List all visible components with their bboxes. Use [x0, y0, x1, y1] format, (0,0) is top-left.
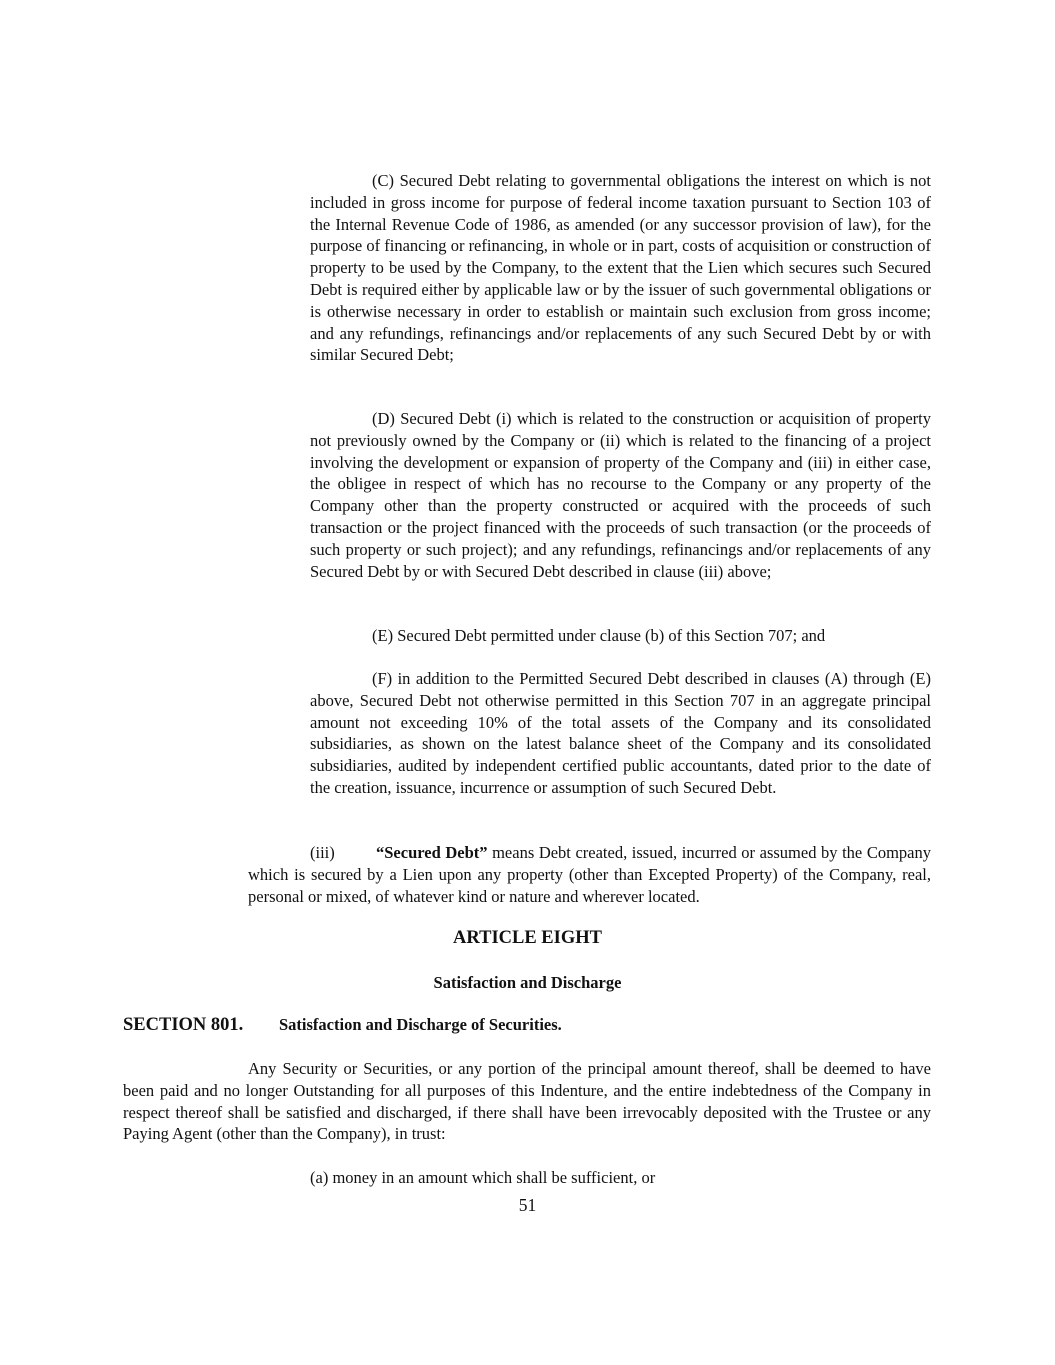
section-number: SECTION 801.: [123, 1015, 244, 1035]
section-title: Satisfaction and Discharge of Securities.: [279, 1015, 562, 1034]
article-title: ARTICLE EIGHT: [453, 928, 602, 948]
page-number: 51: [518, 1195, 537, 1215]
definition-secured-debt: [248, 842, 931, 907]
item-a: (a) money in an amount which shall be sufficient, or: [310, 1168, 656, 1187]
defined-term: “Secured Debt”: [376, 843, 488, 862]
section-body: Any Security or Securities, or any portion of the principal amount thereof, shall be deemed to have been paid and no longer Outstanding for all purposes of this Indenture, and the entire indebtedness of the Company in respect thereof shall be satisfied and discharged, if there shall have been irrevocably deposited with the Trustee or any Paying Agent (other than the Company), in trust:: [123, 1059, 931, 1144]
definition-label: (iii): [310, 843, 335, 862]
clause-d: (D) Secured Debt (i) which is related to the construction or acquisition of property not previously owned by the Company or (ii) which is related to the financing of a project involving the development or expansion of property of the Company and (iii) in either case, the obligee in respect of which has no recourse to the Company or any property of the Company other than the property constructed or acquired with the proceeds of such transaction or the project financed with the proceeds of such transaction (or the proceeds of such property or such project); and any refundings, refinancings and/or replacements of any Secured Debt by or with Secured Debt described in clause (iii) above;: [310, 409, 931, 581]
clause-e: (E) Secured Debt permitted under clause (b) of this Section 707; and: [372, 626, 826, 645]
clause-c: (C) Secured Debt relating to governmental obligations the interest on which is not included in gross income for purpose of federal income taxation pursuant to Section 103 of the Internal Revenue Code of 1986, as amended (or any successor provision of law), for the purpose of financing or refinancing, in whole or in part, costs of acquisition or construction of property to be used by the Company, to the extent that the Lien which secures such Secured Debt is required either by applicable law or by the issuer of such governmental obligations or is otherwise necessary in order to establish or maintain such exclusion from gross income; and any refundings, refinancings and/or replacements of any such Secured Debt by or with similar Secured Debt;: [310, 171, 931, 365]
article-subtitle: Satisfaction and Discharge: [433, 973, 622, 992]
definition-text: means Debt created, issued, incurred or assumed by the Company which is secured by a Lien upon any property (other than Excepted Property) of the Company, real, personal or mixed, of whatever kind or nature and wherever located.: [248, 843, 931, 906]
section-heading: [123, 1015, 562, 1036]
clause-f: (F) in addition to the Permitted Secured Debt described in clauses (A) through (E) above, Secured Debt not otherwise permitted in this Section 707 in an aggregate principal amount not exceeding 10% of the total assets of the Company and its consolidated subsidiaries, as shown on the latest balance sheet of the Company and its consolidated subsidiaries, audited by independent certified public accountants, dated prior to the date of the creation, issuance, incurrence or assumption of such Secured Debt.: [310, 669, 931, 797]
